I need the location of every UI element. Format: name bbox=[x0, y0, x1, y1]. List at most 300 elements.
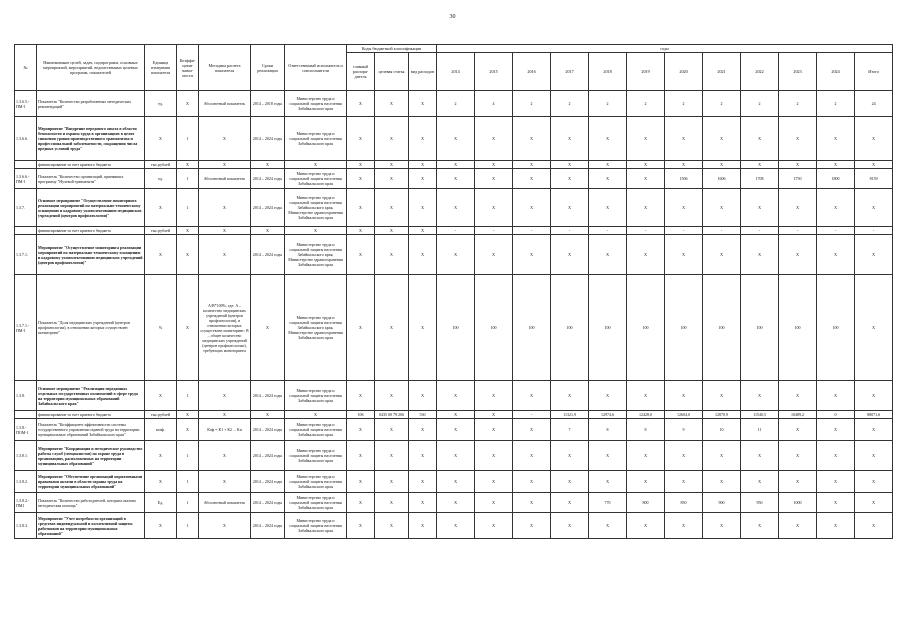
header-years-group: годы bbox=[437, 45, 893, 53]
row-year-value: 4 bbox=[475, 91, 513, 117]
row-year-value: X bbox=[779, 161, 817, 169]
row-num: 1.3.6.6.-ПМ-1 bbox=[15, 169, 37, 189]
row-year-value: X bbox=[665, 441, 703, 471]
row-year-value: X bbox=[589, 169, 627, 189]
row-year-value: 1708 bbox=[741, 169, 779, 189]
row-coef: 1 bbox=[177, 471, 199, 493]
row-terms: 2014 – 2018 годы bbox=[251, 91, 285, 117]
header-year: 2024 bbox=[817, 53, 855, 91]
row-year-value: 100 bbox=[741, 275, 779, 381]
row-year-value: X bbox=[551, 471, 589, 493]
row-year-value: X bbox=[513, 513, 551, 539]
row-year-value: X bbox=[475, 471, 513, 493]
row-year-value: X bbox=[627, 117, 665, 161]
row-coef: X bbox=[177, 275, 199, 381]
row-year-value: X bbox=[665, 161, 703, 169]
row-year-value: X bbox=[437, 381, 475, 411]
row-year-value: 100 bbox=[627, 275, 665, 381]
row-budget-ministry: X bbox=[347, 91, 375, 117]
row-budget-ministry: X bbox=[347, 169, 375, 189]
row-year-value: X bbox=[741, 117, 779, 161]
header-unit: Единица измерения показателя bbox=[145, 45, 177, 91]
row-year-value: 12974,6 bbox=[589, 411, 627, 419]
row-year-value: X bbox=[703, 117, 741, 161]
row-year-value: X bbox=[513, 441, 551, 471]
row-year-value: X bbox=[855, 513, 893, 539]
row-year-value: X bbox=[437, 161, 475, 169]
row-year-value: 7 bbox=[551, 419, 589, 441]
row-year-value: X bbox=[741, 441, 779, 471]
table-row bbox=[15, 117, 893, 161]
row-year-value: - bbox=[817, 227, 855, 235]
row-year-value: 2 bbox=[703, 91, 741, 117]
row-coef: X bbox=[177, 161, 199, 169]
row-num bbox=[15, 161, 37, 169]
row-responsible: Министерство труда и социальной защиты населения Забайкальского края bbox=[285, 381, 347, 411]
row-year-value: X bbox=[779, 189, 817, 227]
header-name: Наименование целей, задач, подпрограмм, основных мероприятий, мероприятий, ведомственных целевых программ, показателей bbox=[37, 45, 145, 91]
table-row bbox=[15, 411, 893, 419]
row-method: X bbox=[199, 235, 251, 275]
row-year-value: - bbox=[475, 227, 513, 235]
row-name: Показатель "Количество организаций, принявших программу "Нулевой травматизм" bbox=[37, 169, 145, 189]
row-year-value: X bbox=[437, 117, 475, 161]
row-coef: X bbox=[177, 419, 199, 441]
row-year-value: X bbox=[627, 471, 665, 493]
header-budget-col: главный распоря-дитель bbox=[347, 53, 375, 91]
row-num: 1.3.7.1. bbox=[15, 235, 37, 275]
row-year-value: X bbox=[779, 441, 817, 471]
row-budget-type: X bbox=[409, 419, 437, 441]
row-year-value: X bbox=[475, 441, 513, 471]
row-terms: X bbox=[251, 411, 285, 419]
row-num: 1.3.8.-ПОМ-1 bbox=[15, 419, 37, 441]
row-method: Абсолютный показатель bbox=[199, 91, 251, 117]
row-budget-article: X bbox=[375, 419, 409, 441]
table-row bbox=[15, 235, 893, 275]
row-responsible: Министерство труда и социальной защиты населения Забайкальского края bbox=[285, 169, 347, 189]
row-unit: ед. bbox=[145, 91, 177, 117]
row-year-value: X bbox=[665, 235, 703, 275]
row-year-value: X bbox=[589, 161, 627, 169]
row-budget-type: X bbox=[409, 493, 437, 513]
row-year-value: X bbox=[627, 381, 665, 411]
row-year-value: X bbox=[475, 169, 513, 189]
row-method: X bbox=[199, 411, 251, 419]
row-year-value: X bbox=[437, 441, 475, 471]
row-budget-type: 530 bbox=[409, 411, 437, 419]
row-budget-ministry: X bbox=[347, 275, 375, 381]
row-year-value: X bbox=[817, 419, 855, 441]
row-coef: 1 bbox=[177, 381, 199, 411]
row-year-value: X bbox=[779, 381, 817, 411]
row-num: 1.3.6.6. bbox=[15, 117, 37, 161]
row-responsible: Министерство труда и социальной защиты населения Забайкальского края bbox=[285, 419, 347, 441]
row-year-value: X bbox=[513, 161, 551, 169]
row-year-value: 1506 bbox=[665, 169, 703, 189]
row-unit: тыс.рублей bbox=[145, 227, 177, 235]
row-year-value: X bbox=[437, 235, 475, 275]
row-year-value: X bbox=[513, 169, 551, 189]
row-responsible: Министерство труда и социальной защиты населения Забайкальского края bbox=[285, 117, 347, 161]
row-year-value: 100 bbox=[513, 275, 551, 381]
row-year-value: X bbox=[551, 169, 589, 189]
row-year-value: 12428,0 bbox=[627, 411, 665, 419]
row-year-value: 100 bbox=[817, 275, 855, 381]
row-year-value: 100 bbox=[437, 275, 475, 381]
row-method: X bbox=[199, 227, 251, 235]
row-year-value: X bbox=[741, 381, 779, 411]
table-row bbox=[15, 169, 893, 189]
row-responsible: Министерство труда и социальной защиты населения Забайкальского края bbox=[285, 493, 347, 513]
row-budget-ministry: X bbox=[347, 381, 375, 411]
row-year-value: X bbox=[855, 381, 893, 411]
row-responsible: Министерство труда и социальной защиты населения Забайкальского края, Министерство здравоохранения Забайкальского края bbox=[285, 235, 347, 275]
row-year-value: X bbox=[513, 419, 551, 441]
row-year-value: X bbox=[817, 117, 855, 161]
row-year-value: X bbox=[855, 189, 893, 227]
row-year-value: 950 bbox=[741, 493, 779, 513]
row-year-value: X bbox=[665, 471, 703, 493]
row-year-value: X bbox=[437, 471, 475, 493]
row-year-value: 10 bbox=[703, 419, 741, 441]
row-num: 1.3.7.1.-ПМ-1 bbox=[15, 275, 37, 381]
row-terms: 2014 – 2024 годы bbox=[251, 169, 285, 189]
row-responsible: Министерство труда и социальной защиты населения Забайкальского края bbox=[285, 91, 347, 117]
row-year-value: X bbox=[475, 411, 513, 419]
row-name: Мероприятие "Внедрение передового опыта в области безопасности и охраны труда в организациях в целях снижения уровня производственного травматизма и профессиональной заболеваемости, сокращения числа вредных условий труда" bbox=[37, 117, 145, 161]
row-year-value: 8159 bbox=[855, 169, 893, 189]
row-year-value: 100 bbox=[475, 275, 513, 381]
table-row bbox=[15, 441, 893, 471]
row-num: 1.3.8.3. bbox=[15, 513, 37, 539]
row-budget-ministry: X bbox=[347, 161, 375, 169]
row-responsible: Министерство труда и социальной защиты населения Забайкальского края bbox=[285, 441, 347, 471]
row-year-value: X bbox=[437, 189, 475, 227]
row-year-value: X bbox=[513, 235, 551, 275]
row-terms: 2014 – 2024 годы bbox=[251, 235, 285, 275]
row-name: Показатель "Количество работодателей, которым оказана методическая помощь" bbox=[37, 493, 145, 513]
row-year-value: X bbox=[817, 161, 855, 169]
row-year-value: 11321,9 bbox=[551, 411, 589, 419]
row-coef: X bbox=[177, 227, 199, 235]
table-header bbox=[15, 45, 893, 91]
row-year-value: 11540,5 bbox=[741, 411, 779, 419]
row-budget-article: X bbox=[375, 513, 409, 539]
row-responsible: X bbox=[285, 161, 347, 169]
row-year-value: 100 bbox=[589, 275, 627, 381]
row-year-value: - bbox=[665, 227, 703, 235]
row-year-value: 850 bbox=[665, 493, 703, 513]
row-year-value: X bbox=[855, 441, 893, 471]
row-year-value: X bbox=[703, 441, 741, 471]
row-responsible: Министерство труда и социальной защиты населения Забайкальского края, Министерство здравоохранения Забайкальского края bbox=[285, 189, 347, 227]
row-method: X bbox=[199, 471, 251, 493]
row-budget-article: X bbox=[375, 441, 409, 471]
row-year-value: X bbox=[817, 441, 855, 471]
header-year: 2023 bbox=[779, 53, 817, 91]
row-year-value: X bbox=[475, 189, 513, 227]
row-year-value: 10489,2 bbox=[779, 411, 817, 419]
row-year-value: X bbox=[741, 235, 779, 275]
row-year-value: X bbox=[817, 513, 855, 539]
row-budget-type: X bbox=[409, 161, 437, 169]
row-method: X bbox=[199, 117, 251, 161]
row-year-value: X bbox=[513, 117, 551, 161]
row-unit: % bbox=[145, 275, 177, 381]
row-budget-ministry: X bbox=[347, 419, 375, 441]
row-year-value: - bbox=[589, 227, 627, 235]
row-year-value: 1000 bbox=[779, 493, 817, 513]
row-method: A/B*100%, где: A – количество медицинских учреждений (центров профпатологии), в отношении которых осуществлен мониторинг; B – общее количество медицинских учреждений (центров профпатологии), требующих мониторинга bbox=[199, 275, 251, 381]
table-row bbox=[15, 471, 893, 493]
row-name: Показатель "Коэффициент эффективности системы государственного управления охраной труда на территории муниципальных образований Забайкальского края" bbox=[37, 419, 145, 441]
table-row bbox=[15, 381, 893, 411]
row-budget-ministry: X bbox=[347, 117, 375, 161]
row-year-value: 100 bbox=[703, 275, 741, 381]
row-budget-ministry: X bbox=[347, 513, 375, 539]
row-terms: 2014 – 2024 годы bbox=[251, 117, 285, 161]
table-row bbox=[15, 419, 893, 441]
row-budget-ministry: X bbox=[347, 227, 375, 235]
row-year-value: X bbox=[513, 471, 551, 493]
row-year-value: X bbox=[741, 513, 779, 539]
row-year-value: X bbox=[589, 381, 627, 411]
row-year-value: 1606 bbox=[703, 169, 741, 189]
row-year-value: X bbox=[855, 117, 893, 161]
row-budget-article: 0435 00 79 206 bbox=[375, 411, 409, 419]
row-year-value: X bbox=[589, 235, 627, 275]
row-budget-type: X bbox=[409, 227, 437, 235]
row-unit: X bbox=[145, 471, 177, 493]
row-year-value: - bbox=[513, 411, 551, 419]
row-num bbox=[15, 411, 37, 419]
row-num: 1.3.8.1. bbox=[15, 441, 37, 471]
row-budget-type: X bbox=[409, 381, 437, 411]
row-year-value: 1750 bbox=[779, 169, 817, 189]
row-year-value: - bbox=[437, 227, 475, 235]
row-num: 1.3.6.5.-ПМ-1 bbox=[15, 91, 37, 117]
row-terms: X bbox=[251, 227, 285, 235]
row-unit: X bbox=[145, 189, 177, 227]
row-coef: X bbox=[177, 235, 199, 275]
row-budget-article: X bbox=[375, 493, 409, 513]
row-year-value: 11 bbox=[741, 419, 779, 441]
row-year-value: X bbox=[513, 189, 551, 227]
row-year-value: X bbox=[855, 235, 893, 275]
row-year-value: 0 bbox=[817, 411, 855, 419]
page-number: 30 bbox=[449, 14, 456, 20]
row-year-value: X bbox=[589, 441, 627, 471]
row-year-value: X bbox=[437, 419, 475, 441]
row-unit: тыс.рублей bbox=[145, 411, 177, 419]
row-year-value: 2 bbox=[513, 91, 551, 117]
row-year-value: X bbox=[551, 189, 589, 227]
row-terms: X bbox=[251, 275, 285, 381]
row-budget-ministry: X bbox=[347, 471, 375, 493]
row-name: Мероприятие "Координация и методическое руководство работы служб (специалистов) по охране труда в организациях, расположенных на территории муниципальных образований" bbox=[37, 441, 145, 471]
row-year-value: 2 bbox=[741, 91, 779, 117]
row-year-value: X bbox=[475, 513, 513, 539]
row-terms: 2014 – 2024 годы bbox=[251, 381, 285, 411]
header-budget-group: Коды бюджетной классификации bbox=[347, 45, 437, 53]
row-budget-type: X bbox=[409, 91, 437, 117]
row-year-value: X bbox=[855, 471, 893, 493]
row-budget-ministry: 106 bbox=[347, 411, 375, 419]
header-method: Методика расчета показателя bbox=[199, 45, 251, 91]
row-year-value: X bbox=[665, 117, 703, 161]
header-responsible: Ответственный исполнитель и соисполнители bbox=[285, 45, 347, 91]
row-year-value: X bbox=[741, 161, 779, 169]
row-budget-article: X bbox=[375, 471, 409, 493]
row-year-value: 900 bbox=[703, 493, 741, 513]
row-year-value: X bbox=[589, 513, 627, 539]
row-method: Абсолютный показатель bbox=[199, 493, 251, 513]
row-budget-ministry: X bbox=[347, 493, 375, 513]
row-year-value: X bbox=[855, 161, 893, 169]
row-num bbox=[15, 227, 37, 235]
row-year-value: 800 bbox=[627, 493, 665, 513]
row-year-value: - bbox=[627, 227, 665, 235]
row-year-value: X bbox=[551, 441, 589, 471]
row-year-value: 88071,6 bbox=[855, 411, 893, 419]
row-budget-article: X bbox=[375, 275, 409, 381]
row-year-value: - bbox=[779, 227, 817, 235]
row-method: X bbox=[199, 161, 251, 169]
row-year-value: 24 bbox=[855, 91, 893, 117]
row-budget-article: X bbox=[375, 189, 409, 227]
row-method: Абсолютный показатель bbox=[199, 169, 251, 189]
row-name: финансирование за счет краевого бюджета bbox=[37, 411, 145, 419]
row-year-value: X bbox=[551, 513, 589, 539]
row-year-value: 8 bbox=[589, 419, 627, 441]
header-num: № bbox=[15, 45, 37, 91]
row-year-value: X bbox=[475, 493, 513, 513]
row-coef: 1 bbox=[177, 117, 199, 161]
row-coef: X bbox=[177, 411, 199, 419]
row-year-value: X bbox=[817, 471, 855, 493]
row-unit: X bbox=[145, 441, 177, 471]
row-budget-type: X bbox=[409, 513, 437, 539]
row-year-value: 1800 bbox=[817, 169, 855, 189]
row-budget-article: X bbox=[375, 91, 409, 117]
row-year-value: X bbox=[855, 419, 893, 441]
row-method: X bbox=[199, 441, 251, 471]
row-year-value: X bbox=[437, 411, 475, 419]
row-unit: X bbox=[145, 235, 177, 275]
header-year: 2018 bbox=[589, 53, 627, 91]
row-year-value: X bbox=[703, 235, 741, 275]
row-year-value: - bbox=[551, 227, 589, 235]
header-coef: Коэффи-циент значи-мости bbox=[177, 45, 199, 91]
row-year-value: X bbox=[855, 275, 893, 381]
program-table bbox=[14, 44, 893, 539]
row-year-value: X bbox=[475, 419, 513, 441]
row-year-value: 100 bbox=[551, 275, 589, 381]
row-budget-ministry: X bbox=[347, 441, 375, 471]
row-year-value: 2 bbox=[665, 91, 703, 117]
row-year-value: X bbox=[703, 471, 741, 493]
row-year-value: X bbox=[779, 419, 817, 441]
row-terms: 2014 – 2024 годы bbox=[251, 189, 285, 227]
table-row bbox=[15, 189, 893, 227]
row-budget-type: X bbox=[409, 189, 437, 227]
row-year-value: 2 bbox=[589, 91, 627, 117]
row-coef: 1 bbox=[177, 441, 199, 471]
row-year-value: X bbox=[589, 471, 627, 493]
row-unit: ед. bbox=[145, 169, 177, 189]
row-unit: X bbox=[145, 513, 177, 539]
row-year-value: X bbox=[627, 189, 665, 227]
row-coef: 1 bbox=[177, 169, 199, 189]
row-year-value: X bbox=[589, 189, 627, 227]
row-year-value: X bbox=[703, 513, 741, 539]
row-year-value: X bbox=[437, 169, 475, 189]
row-year-value: X bbox=[855, 493, 893, 513]
row-year-value: 770 bbox=[589, 493, 627, 513]
row-year-value: X bbox=[817, 493, 855, 513]
row-year-value: 9 bbox=[665, 419, 703, 441]
table-body bbox=[15, 91, 893, 539]
row-budget-article: X bbox=[375, 381, 409, 411]
header-year: 2016 bbox=[513, 53, 551, 91]
header-year: 2017 bbox=[551, 53, 589, 91]
header-year: 2021 bbox=[703, 53, 741, 91]
row-year-value: X bbox=[627, 441, 665, 471]
row-year-value: X bbox=[627, 235, 665, 275]
row-year-value: X bbox=[475, 117, 513, 161]
row-year-value: 2 bbox=[437, 91, 475, 117]
row-budget-article: X bbox=[375, 235, 409, 275]
row-year-value: X bbox=[437, 493, 475, 513]
row-year-value: X bbox=[779, 513, 817, 539]
row-budget-article: X bbox=[375, 117, 409, 161]
row-year-value: X bbox=[551, 493, 589, 513]
header-year: 2020 bbox=[665, 53, 703, 91]
row-year-value: X bbox=[551, 235, 589, 275]
row-coef: X bbox=[177, 91, 199, 117]
row-name: Мероприятие "Осуществление мониторинга реализации мероприятий по материально-техническому оснащению и кадровому укомплектованию медицинских учреждений (центров профпатологии)" bbox=[37, 235, 145, 275]
row-year-value: X bbox=[741, 471, 779, 493]
row-name: Мероприятие "Обеспечение организаций нормативными правовыми актами в области охраны труда на территории муниципальных образований" bbox=[37, 471, 145, 493]
row-name: Основное мероприятие "Реализация переданных отдельных государственных полномочий в сфере труда на территории муниципальных образований Забайкальского края" bbox=[37, 381, 145, 411]
row-budget-article: X bbox=[375, 227, 409, 235]
row-unit: X bbox=[145, 381, 177, 411]
row-num: 1.3.8. bbox=[15, 381, 37, 411]
row-year-value: 2 bbox=[817, 91, 855, 117]
table-row bbox=[15, 513, 893, 539]
row-terms: 2014 – 2024 годы bbox=[251, 419, 285, 441]
row-year-value: X bbox=[551, 117, 589, 161]
row-unit: Ед. bbox=[145, 493, 177, 513]
program-table-wrapper bbox=[14, 44, 892, 539]
header-year: 2019 bbox=[627, 53, 665, 91]
row-year-value: X bbox=[627, 513, 665, 539]
table-row bbox=[15, 91, 893, 117]
table-row bbox=[15, 161, 893, 169]
header-year: 2015 bbox=[475, 53, 513, 91]
row-coef: 1 bbox=[177, 493, 199, 513]
row-name: Основное мероприятие "Осуществление мониторинга реализации мероприятий по материально-техническому оснащению и кадровому укомплектованию медицинских учреждений (центров профпатологии)" bbox=[37, 189, 145, 227]
row-year-value: 100 bbox=[779, 275, 817, 381]
row-budget-type: X bbox=[409, 441, 437, 471]
row-num: 1.3.8.2.-ПМ1 bbox=[15, 493, 37, 513]
row-responsible: X bbox=[285, 227, 347, 235]
header-year: Итого bbox=[855, 53, 893, 91]
row-responsible: Министерство труда и социальной защиты населения Забайкальского края bbox=[285, 471, 347, 493]
row-terms: 2014 – 2024 годы bbox=[251, 471, 285, 493]
row-year-value: 2 bbox=[551, 91, 589, 117]
